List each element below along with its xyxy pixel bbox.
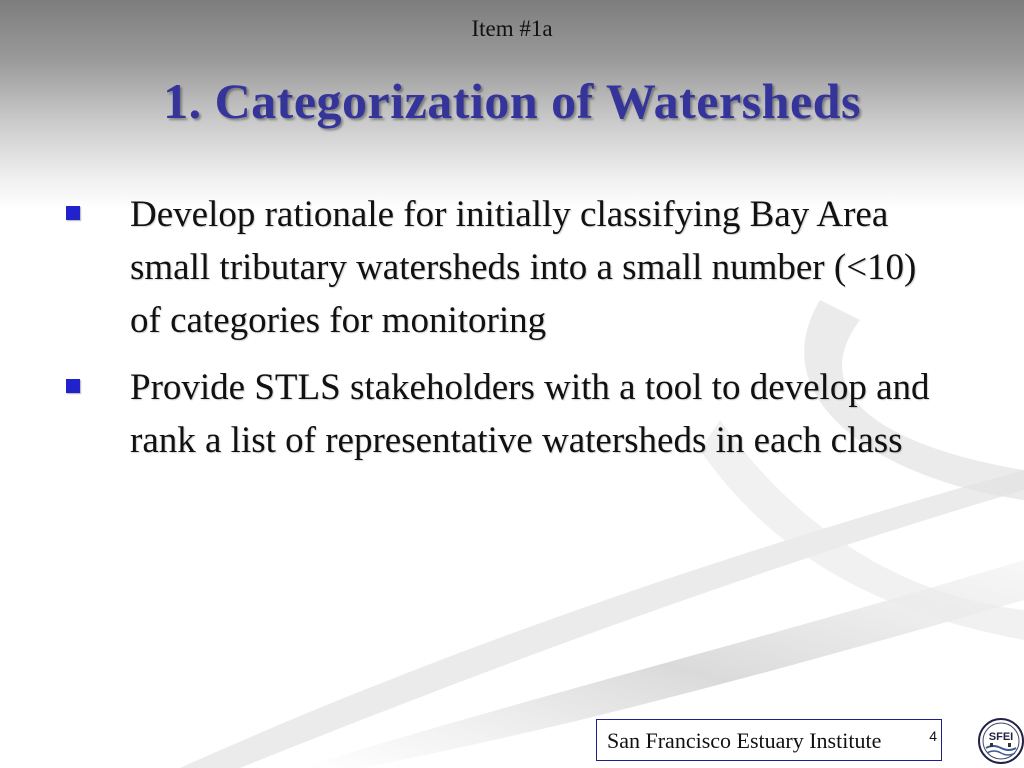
bullet-item — [60, 361, 940, 467]
footer-institute-name: San Francisco Estuary Institute — [607, 728, 882, 753]
logo-text: SFEI — [988, 731, 1014, 743]
footer-box — [596, 719, 942, 761]
square-bullet-icon — [66, 206, 80, 220]
slide-title: 1. Categorization of Watersheds — [163, 73, 861, 129]
bullet-list — [60, 188, 940, 481]
bullet-text: Develop rationale for initially classifying Bay Area small tributary watersheds into a small number (<10) of categories for monitoring — [130, 194, 917, 341]
bullet-text: Provide STLS stakeholders with a tool to develop and rank a list of representative watersheds in each class — [130, 367, 930, 461]
item-label: Item #1a — [471, 16, 553, 41]
bullet-item — [60, 188, 940, 347]
page-number: 4 — [929, 728, 937, 744]
sfei-logo-icon — [978, 716, 1024, 766]
square-bullet-icon — [66, 379, 80, 393]
